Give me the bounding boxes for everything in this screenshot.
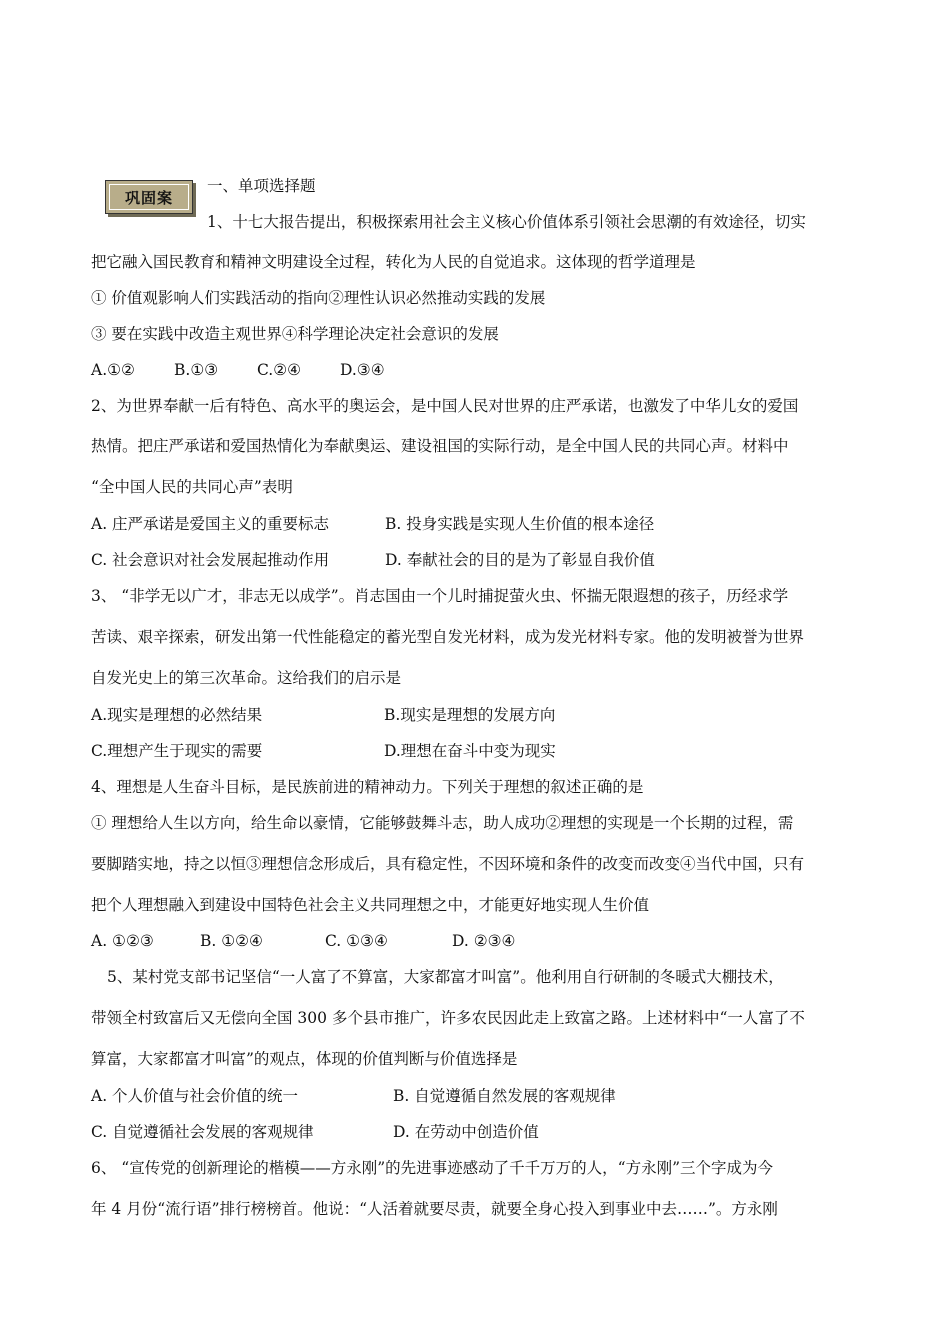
- q6-line-2: 年 4 月份“流行语”排行榜榜首。他说：“人活着就要尽责，就要全身心投入到事业中去……”。方永刚: [91, 1200, 778, 1218]
- q4-line-1: 4、理想是人生奋斗目标，是民族前进的精神动力。下列关于理想的叙述正确的是: [91, 778, 644, 796]
- q2-line-2: 热情。把庄严承诺和爱国热情化为奉献奥运、建设祖国的实际行动，是全中国人民的共同心声。材料中: [91, 437, 789, 455]
- q2-option-a: A. 庄严承诺是爱国主义的重要标志: [91, 515, 330, 533]
- q5-line-3: 算富，大家都富才叫富”的观点，体现的价值判断与价值选择是: [91, 1050, 518, 1068]
- section-title: 一、单项选择题: [207, 177, 316, 195]
- q4-line-4: 把个人理想融入到建设中国特色社会主义共同理想之中，才能更好地实现人生价值: [91, 896, 650, 914]
- q1-option-d: D.③④: [340, 361, 385, 379]
- q5-option-d: D. 在劳动中创造价值: [393, 1123, 539, 1141]
- q2-line-3: “全中国人民的共同心声”表明: [91, 478, 293, 496]
- q4-option-a: A. ①②③: [91, 932, 154, 950]
- q5-option-a: A. 个人价值与社会价值的统一: [91, 1087, 299, 1105]
- q1-line-2: 把它融入国民教育和精神文明建设全过程，转化为人民的自觉追求。这体现的哲学道理是: [91, 253, 696, 271]
- q4-option-c: C. ①③④: [325, 932, 388, 950]
- section-badge: [105, 180, 193, 214]
- q5-option-b: B. 自觉遵循自然发展的客观规律: [393, 1087, 616, 1105]
- q3-line-2: 苦读、艰辛探索，研发出第一代性能稳定的蓄光型自发光材料，成为发光材料专家。他的发明被誉为世界: [91, 628, 805, 646]
- q3-option-a: A.现实是理想的必然结果: [91, 706, 263, 724]
- q6-line-1: 6、 “宣传党的创新理论的楷模——方永刚”的先进事迹感动了千千万万的人，“方永刚”三个字成为今: [91, 1159, 773, 1177]
- q3-line-1: 3、 “非学无以广才，非志无以成学”。肖志国由一个儿时捕捉萤火虫、怀揣无限遐想的孩子，历经求学: [91, 587, 789, 605]
- q1-line-1: 1、十七大报告提出，积极探索用社会主义核心价值体系引领社会思潮的有效途径，切实: [207, 213, 806, 231]
- q5-option-c: C. 自觉遵循社会发展的客观规律: [91, 1123, 314, 1141]
- q2-option-d: D. 奉献社会的目的是为了彰显自我价值: [385, 551, 655, 569]
- q4-option-d: D. ②③④: [452, 932, 516, 950]
- q4-option-b: B. ①②④: [200, 932, 263, 950]
- q5-line-1: 5、某村党支部书记坚信“一人富了不算富，大家都富才叫富”。他利用自行研制的冬暖式大棚技术，: [107, 968, 784, 986]
- q1-option-b: B.①③: [174, 361, 219, 379]
- q4-line-3: 要脚踏实地，持之以恒③理想信念形成后，具有稳定性，不因环境和条件的改变而改变④当代中国，只有: [91, 855, 805, 873]
- q1-option-a: A.①②: [91, 361, 135, 379]
- q1-item-1: ① 价值观影响人们实践活动的指向②理性认识必然推动实践的发展: [91, 289, 546, 307]
- q3-option-b: B.现实是理想的发展方向: [384, 706, 556, 724]
- section-badge-label: 巩固案: [109, 184, 189, 210]
- q5-line-2: 带领全村致富后又无偿向全国 300 多个县市推广，许多农民因此走上致富之路。上述材料中“一人富了不: [91, 1009, 805, 1027]
- q2-option-c: C. 社会意识对社会发展起推动作用: [91, 551, 330, 569]
- q3-option-d: D.理想在奋斗中变为现实: [384, 742, 556, 760]
- q4-line-2: ① 理想给人生以方向，给生命以豪情，它能够鼓舞斗志，助人成功②理想的实现是一个长期的过程，需: [91, 814, 794, 832]
- q3-line-3: 自发光史上的第三次革命。这给我们的启示是: [91, 669, 402, 687]
- q2-option-b: B. 投身实践是实现人生价值的根本途径: [385, 515, 655, 533]
- q1-item-2: ③ 要在实践中改造主观世界④科学理论决定社会意识的发展: [91, 325, 499, 343]
- q3-option-c: C.理想产生于现实的需要: [91, 742, 263, 760]
- q1-option-c: C.②④: [257, 361, 302, 379]
- q2-line-1: 2、为世界奉献一后有特色、高水平的奥运会，是中国人民对世界的庄严承诺，也激发了中华儿女的爱国: [91, 397, 799, 415]
